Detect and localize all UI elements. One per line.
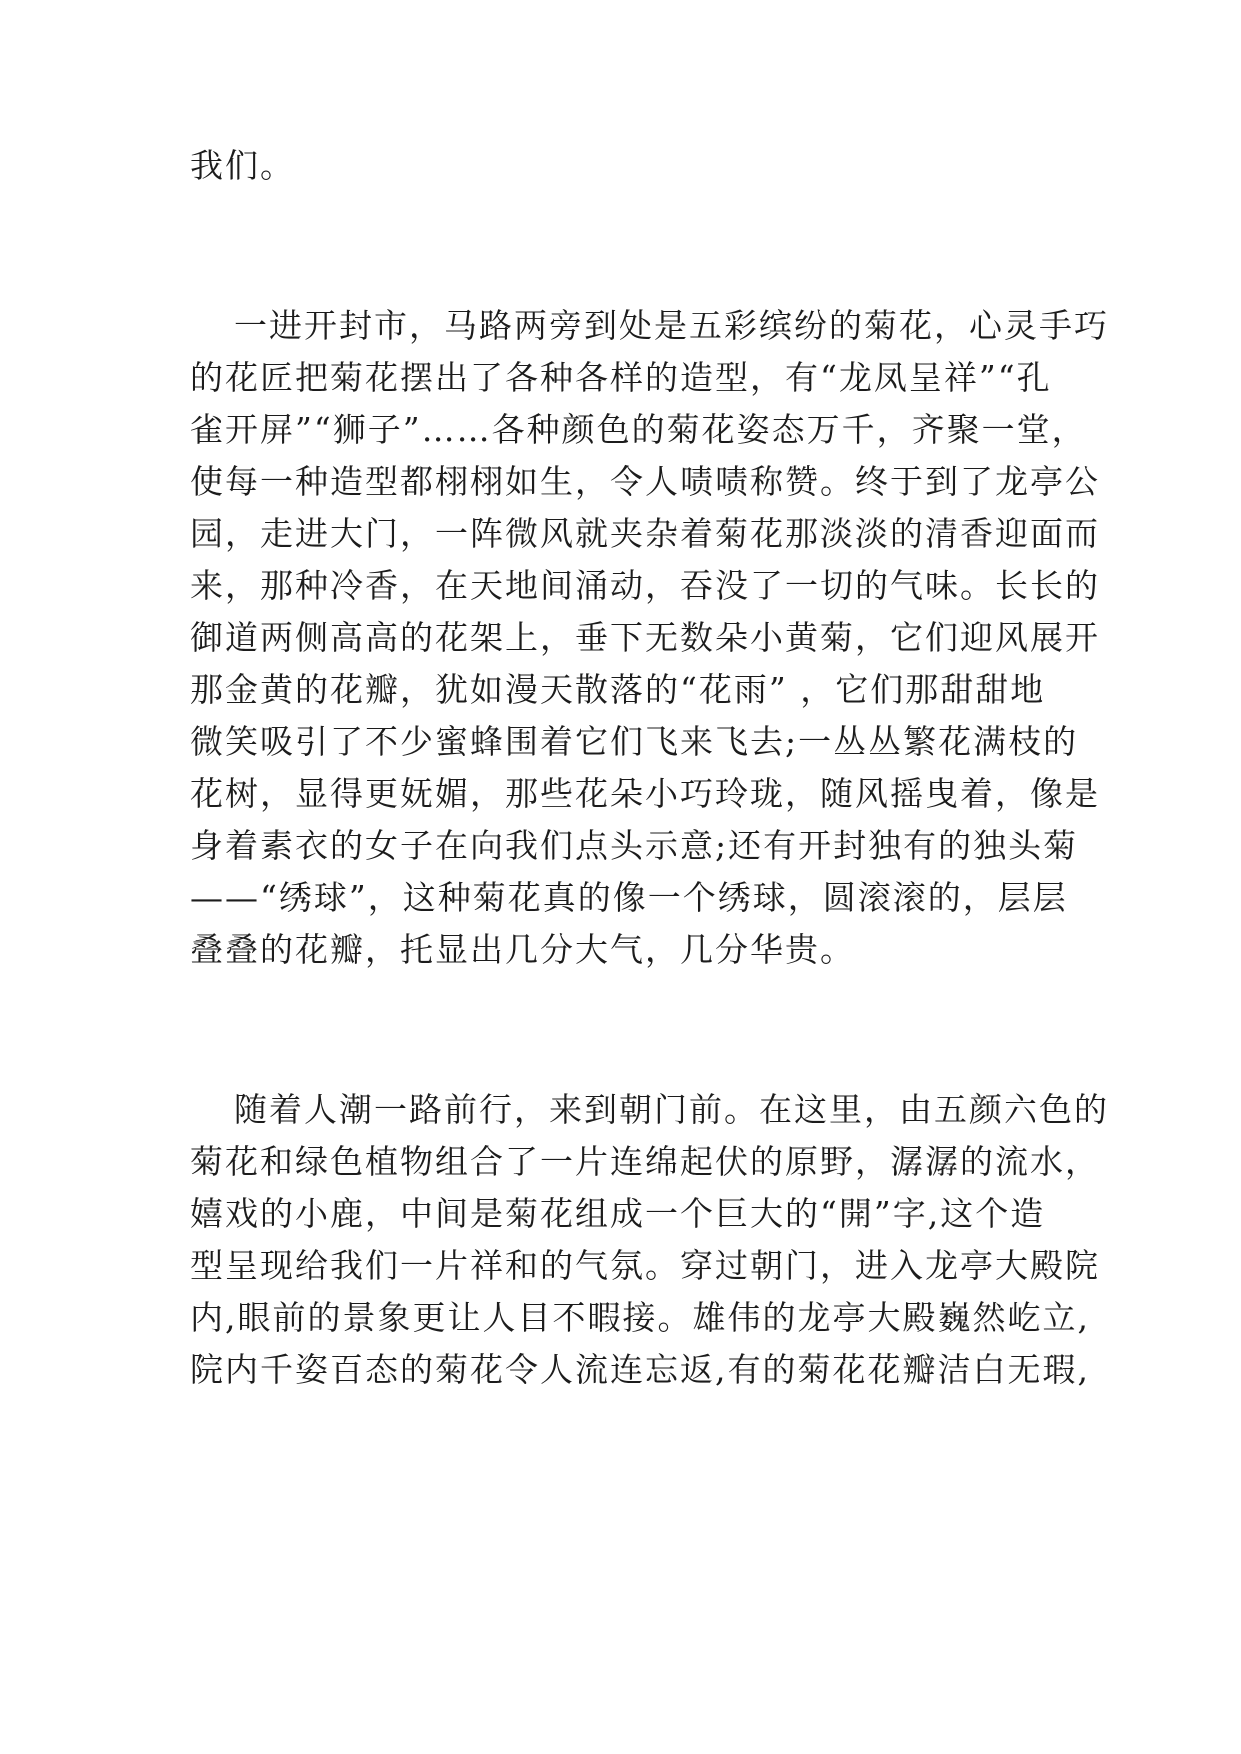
text-line: 菊花和绿色植物组合了一片连绵起伏的原野，潺潺的流水， <box>190 1142 1100 1181</box>
text-line: 御道两侧高高的花架上，垂下无数朵小黄菊，它们迎风展开 <box>190 618 1100 657</box>
text-line: 那金黄的花瓣，犹如漫天散落的“花雨” ，它们那甜甜地 <box>190 670 1046 709</box>
text-line: 随着人潮一路前行，来到朝门前。在这里，由五颜六色的 <box>234 1090 1109 1129</box>
text-line: ——“绣球”，这种菊花真的像一个绣球，圆滚滚的，层层 <box>190 878 1068 917</box>
text-line: 一进开封市，马路两旁到处是五彩缤纷的菊花，心灵手巧 <box>234 306 1109 345</box>
text-line: 来，那种冷香，在天地间涌动，吞没了一切的气味。长长的 <box>190 566 1100 605</box>
text-line: 花树，显得更妩媚，那些花朵小巧玲珑，随风摇曳着，像是 <box>190 774 1100 813</box>
text-line: 使每一种造型都栩栩如生，令人啧啧称赞。终于到了龙亭公 <box>190 462 1100 501</box>
text-line: 的花匠把菊花摆出了各种各样的造型，有“龙凤呈祥”“孔 <box>190 358 1052 397</box>
text-line: 嬉戏的小鹿，中间是菊花组成一个巨大的“開”字,这个造 <box>190 1194 1046 1233</box>
text-line: 我们。 <box>190 146 295 185</box>
text-line: 园，走进大门，一阵微风就夹杂着菊花那淡淡的清香迎面而 <box>190 514 1100 553</box>
text-line: 院内千姿百态的菊花令人流连忘返,有的菊花花瓣洁白无瑕, <box>190 1350 1090 1389</box>
text-line: 微笑吸引了不少蜜蜂围着它们飞来飞去;一丛丛繁花满枝的 <box>190 722 1079 761</box>
text-line: 型呈现给我们一片祥和的气氛。穿过朝门，进入龙亭大殿院 <box>190 1246 1100 1285</box>
text-line: 内,眼前的景象更让人目不暇接。雄伟的龙亭大殿巍然屹立, <box>190 1298 1090 1337</box>
text-line: 身着素衣的女子在向我们点头示意;还有开封独有的独头菊 <box>190 826 1079 865</box>
text-line: 雀开屏”“狮子”……各种颜色的菊花姿态万千，齐聚一堂， <box>190 410 1087 449</box>
text-line: 叠叠的花瓣，托显出几分大气，几分华贵。 <box>190 930 855 969</box>
